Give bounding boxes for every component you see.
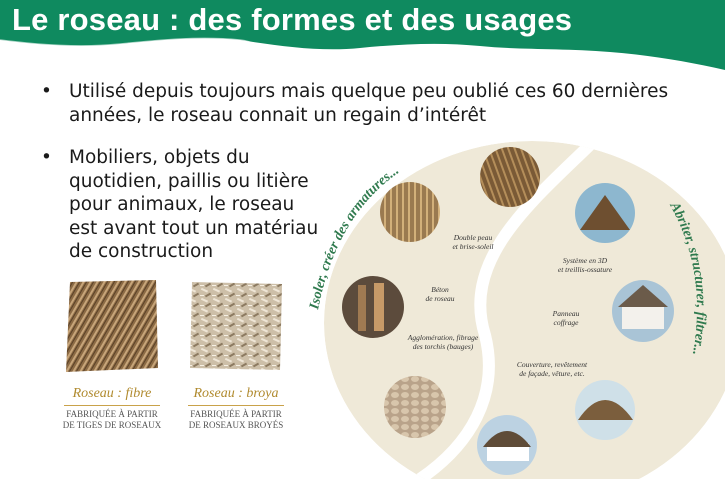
label-couverture — [506, 360, 598, 378]
crushed-desc-1: FABRIQUÉE À PARTIR — [190, 409, 282, 419]
uses-diagram — [300, 135, 725, 479]
beton-photo — [342, 276, 404, 338]
torchis-photo — [384, 376, 446, 438]
fiber-desc-1: FABRIQUÉE À PARTIR — [66, 409, 158, 419]
crushed-desc-2: DE ROSEAUX BROYÉS — [188, 420, 284, 430]
label-line: de façade, vêture, etc. — [519, 369, 585, 378]
label-line: et treillis-ossature — [557, 265, 613, 274]
fiber-desc-2: DE TIGES DE ROSEAUX — [62, 420, 162, 430]
brise-soleil-photo — [380, 182, 440, 242]
label-line: Couverture, revêtement — [516, 360, 588, 369]
thatch-photo — [480, 147, 540, 207]
label-double-peau — [443, 233, 503, 251]
disc-graphic — [300, 135, 725, 479]
label-line: Agglomération, fibrage — [407, 333, 479, 342]
fiber-sample-image — [64, 278, 160, 374]
label-line: Double peau — [453, 233, 493, 242]
label-line: Panneau — [552, 309, 580, 318]
crushed-name: Roseau : broya — [193, 386, 279, 401]
bullet-text: Utilisé depuis toujours mais quelque peu oublié ces 60 dernières années, le roseau connait un regain d’intérêt — [69, 81, 669, 126]
left-arc-label: Isoler, créer des armatures... — [307, 162, 402, 311]
bullet-text: Mobiliers, objets du quotidien, paillis ou litière pour animaux, le roseau est avant tout un matériau de construction — [69, 147, 319, 262]
label-line: des torchis (bauges) — [412, 342, 474, 351]
bullet-dot-icon: • — [41, 147, 52, 168]
bullet-dot-icon: • — [41, 81, 52, 102]
right-arc-label: Abriter, structurer, filtrer... — [666, 199, 709, 357]
label-line: coffrage — [553, 318, 579, 327]
label-line: Système en 3D — [562, 256, 608, 265]
crushed-caption — [176, 386, 296, 431]
crushed-sample-image — [188, 278, 284, 374]
label-agglomeration — [400, 333, 486, 351]
label-beton — [415, 285, 465, 303]
label-systeme-3d — [548, 256, 622, 274]
page-title: Le roseau : des formes et des usages — [12, 2, 573, 37]
divider — [64, 405, 160, 406]
label-line: Béton — [431, 285, 449, 294]
label-panneau — [540, 309, 592, 327]
fiber-caption — [52, 386, 172, 431]
divider — [188, 405, 284, 406]
label-line: et brise-soleil — [452, 242, 494, 251]
label-line: de roseau — [425, 294, 455, 303]
fiber-name: Roseau : fibre — [72, 386, 152, 401]
bullet-uses — [41, 146, 319, 264]
bullet-history — [41, 80, 709, 127]
